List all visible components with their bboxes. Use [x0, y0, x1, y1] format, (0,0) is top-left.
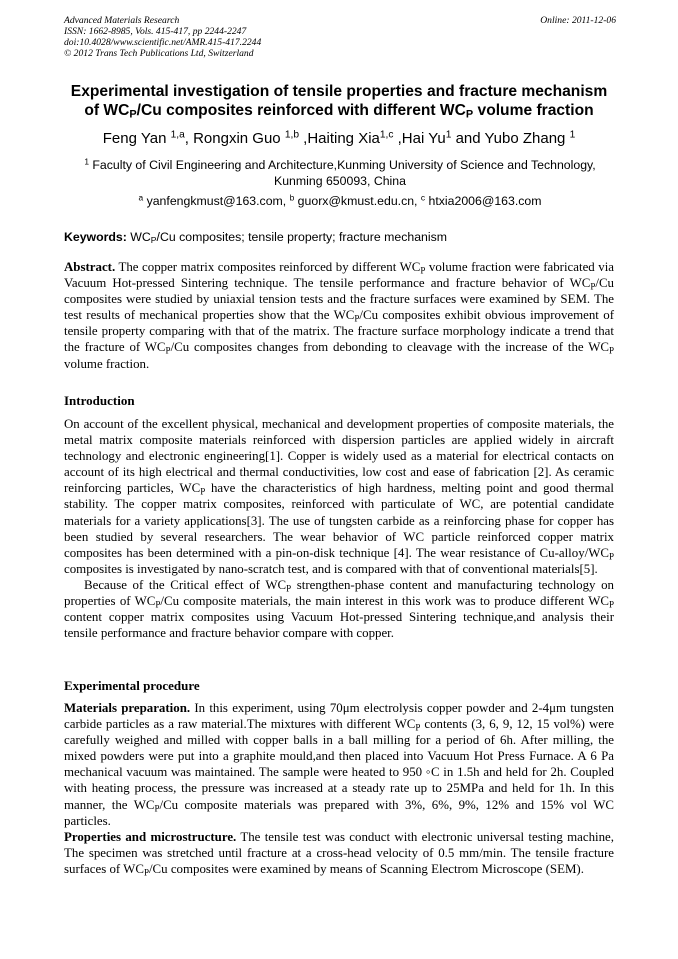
- keywords: Keywords: $WC_P/Cu$ composites; tensile property; fracture mechanism: [64, 230, 447, 246]
- abstract-label: Abstract.: [64, 260, 116, 274]
- doi-line: doi:10.4028/www.scientific.net/AMR.415-417.2244: [64, 37, 262, 48]
- materials-preparation: Materials preparation. In this experiment, using 70μm electrolysis copper powder and 2-4μm tungsten carbide particles as a raw material.The mixtures with different $WC_P$ contents (3, 6, 9, 12, 15 vol%) were carefully weighed and milled with copper balls in a ball milling for a period of 6h. After milling, the mixed powders were put into a graphite mould,and then placed into Vacuum Hot Press Furnace. A 6 Pa mechanical vacuum was maintained. The sample were heated to 950 ◦C in 1.5h and held for 2h. Coupled with heating process, the pressure was increased at a steady rate up to 25MPa and held for 1h. In this manner, the $WC_P/Cu$ composite materials was prepared with 3%, 6%, 9%, 12% and 15% vol WC particles.: [64, 701, 614, 828]
- affiliation: $^1$ Faculty of Civil Engineering and Architecture,Kunming University of Science and Technology, Kunming 650093, China: [84, 156, 596, 188]
- author-list: Feng Yan $^{1,a}$, Rongxin Guo $^{1,b}$ ,Haiting Xia$^{1,c}$ ,Hai Yu$^1$ and Yubo Zhang $^1$: [102, 129, 576, 147]
- section-heading-experimental: Experimental procedure: [64, 678, 200, 693]
- email-link[interactable]: yanfengkmust@163.com,: [143, 194, 290, 208]
- paper-title: [50, 82, 628, 120]
- journal-name: Advanced Materials Research: [64, 15, 180, 26]
- keywords-label: Keywords:: [64, 230, 127, 244]
- section-heading-introduction: Introduction: [64, 393, 135, 408]
- author-emails: $^a$ yanfengkmust@163.com, $^b$ guorx@kmust.edu.cn, $^c$ htxia2006@163.com: [138, 192, 542, 208]
- paragraph: On account of the excellent physical, mechanical and development properties of composite materials, the metal matrix composite materials reinforced with dispersion particles are applied widely in aircraft technology and electronic engineering[1]. Copper is widely used as a material for electrical contacts on account of its high electrical and thermal conductivities, low cost and ease of fabrication [2]. As ceramic reinforcing particles, $WC_P$ have the characteristics of high hardness, melting point and good thermal stability. The copper matrix composites, reinforced with particulate of WC, are potential candidate materials for a variety applications[3]. The use of tungsten carbide as a reinforcing phase for copper has been studied by several researchers. The wear behavior of WC particle reinforced copper matrix composites has been determined with a pin-on-disk technique [4]. The wear resistance of $Cu-alloy/WC_P$ composites is investigated by nano-scratch test, and is compared with that of conventional materials[5].: [64, 417, 614, 576]
- introduction-body: [64, 416, 614, 641]
- online-date: Online: 2011-12-06: [540, 15, 616, 26]
- abstract: Abstract. The copper matrix composites reinforced by different $WC_P$ volume fraction were fabricated via Vacuum Hot-pressed Sintering technique. The tensile performance and fracture behavior of $WC_P/Cu$ composites were studied by uniaxial tension tests and the fracture surfaces were examined by SEM. The test results of mechanical properties show that the $WC_P/Cu$ composites exhibit obvious improvement of tensile property comparing with that of the matrix. The fracture surface morphology indicate a trend that the fracture of $WC_P/Cu$ composites changes from debonding to cleavage with the increase of the $WC_P$ volume fraction.: [64, 260, 614, 371]
- paragraph: Because of the Critical effect of $WC_P$ strengthen-phase content and manufacturing technology on properties of $WC_P/Cu$ composite materials, the main interest in this work was to produce different $WC_P$ content copper matrix composites using Vacuum Hot-pressed Sintering technique,and analysis their tensile performance and fracture behavior compare with copper.: [64, 577, 614, 641]
- email-link[interactable]: htxia2006@163.com: [425, 194, 542, 208]
- subsection-label: Materials preparation.: [64, 701, 191, 715]
- title-line-2: of $WC_P/Cu$ composites reinforced with different $WC_P$ volume fraction: [84, 102, 594, 121]
- properties-microstructure: Properties and microstructure. The tensile test was conduct with electronic universal testing machine, The specimen was stretched until fracture at a cross-head velocity of 0.5 mm/min. The tensile fracture surfaces of $WC_P/Cu$ composites were examined by means of Scanning Electrom Microscope (SEM).: [64, 830, 614, 878]
- issn-line: ISSN: 1662-8985, Vols. 415-417, pp 2244-2247: [64, 26, 247, 37]
- subsection-label: Properties and microstructure.: [64, 830, 237, 844]
- title-line-1: Experimental investigation of tensile properties and fracture mechanism: [70, 83, 608, 100]
- journal-header: [64, 15, 616, 59]
- email-link[interactable]: guorx@kmust.edu.cn,: [294, 194, 421, 208]
- copyright-line: © 2012 Trans Tech Publications Ltd, Switzerland: [64, 48, 254, 59]
